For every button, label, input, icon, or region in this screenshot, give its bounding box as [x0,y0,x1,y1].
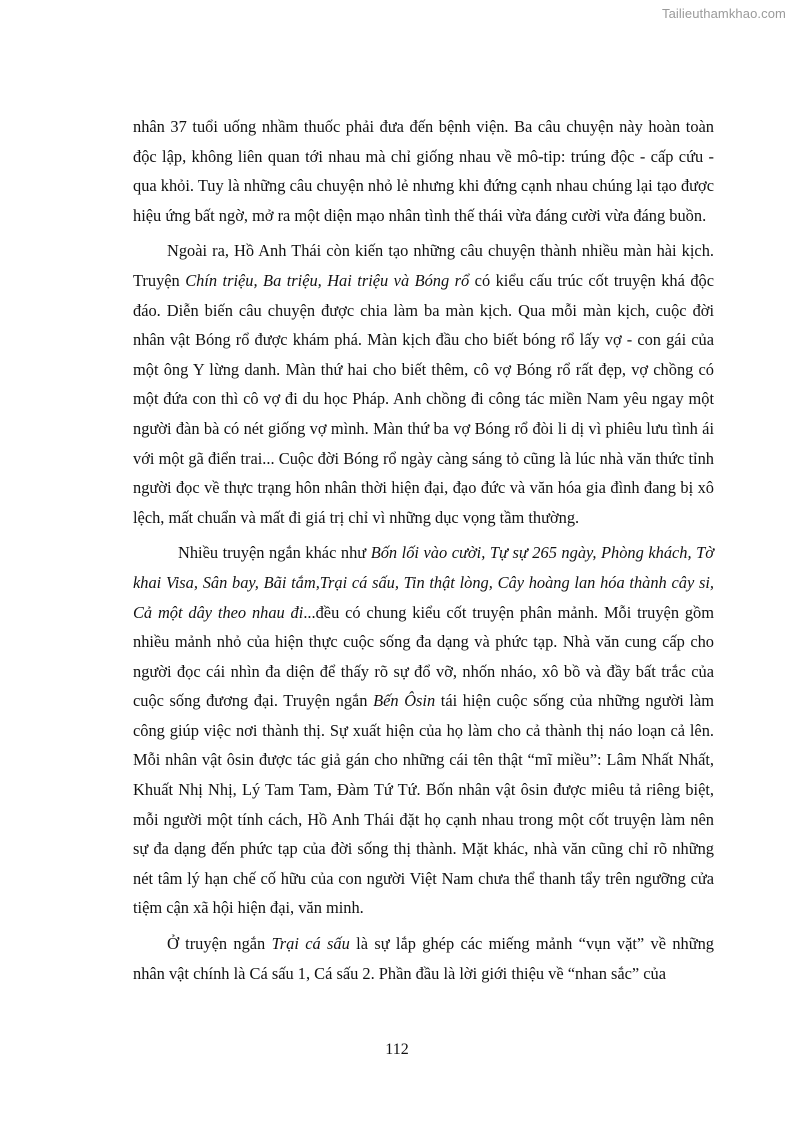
paragraph-4-text-b: là sự lắp ghép các miếng mảnh “vụn vặt” về những nhân vật chính là Cá sấu 1, Cá sấu 2. Phần đầu là lời giới thiệu về “nhan sắc” của [133,934,714,983]
paragraph-1 [133,112,714,230]
paragraph-3 [133,538,714,923]
paragraph-3-story-title: Bến Ôsin [373,691,436,711]
paragraph-4-text-a: Ở truyện ngắn [167,934,272,954]
paragraph-1-text: nhân 37 tuổi uống nhầm thuốc phải đưa đến bệnh viện. Ba câu chuyện này hoàn toàn độc lập, không liên quan tới nhau mà chỉ giống nhau về mô-tip: trúng độc - cấp cứu - qua khỏi. Tuy là những câu chuyện nhỏ lẻ nhưng khi đứng cạnh nhau chúng lại tạo được hiệu ứng bất ngờ, mở ra một diện mạo nhân tình thế thái vừa đáng cười vừa đáng buồn. [133,117,714,225]
watermark: Tailieuthamkhao.com [661,6,786,21]
paragraph-3-story-list: Bốn lối vào cười, Tự sự 265 ngày, Phòng khách, Tờ khai Visa, Sân bay, Bãi tắm,Trại cá sấu, Tin thật lòng, Cây hoàng lan hóa thành cây si, Cả một dây theo nhau đi [133,543,714,622]
paragraph-2-text-b: có kiểu cấu trúc cốt truyện khá độc đáo. Diễn biến câu chuyện được chia làm ba màn kịch. Qua mỗi màn kịch, cuộc đời nhân vật Bóng rổ được khám phá. Màn kịch đầu cho biết bóng rổ lấy vợ - con gái của một ông Y lừng danh. Màn thứ hai cho biết thêm, cô vợ Bóng rổ rất đẹp, vợ chồng có một đứa con thì cô vợ đi du học Pháp. Anh chồng đi công tác miền Nam yêu ngay một người đàn bà có nét giống vợ mình. Màn thứ ba vợ Bóng rổ đòi li dị vì phiêu lưu tình ái với một gã điển trai... Cuộc đời Bóng rổ ngày càng sáng tỏ cũng là lúc nhà văn thức tỉnh người đọc về thực trạng hôn nhân thời hiện đại, đạo đức và văn hóa gia đình đang bị xô lệch, mất chuẩn và mất đi giá trị chỉ vì những dục vọng tầm thường. [133,270,714,527]
paragraph-3-text-c: tái hiện cuộc sống của những người làm công giúp việc nơi thành thị. Sự xuất hiện của họ làm cho cả thành thị náo loạn cả lên. Mỗi nhân vật ôsin được tác giả gán cho những cái tên thật “mĩ miều”: Lâm Nhất Nhất, Khuất Nhị Nhị, Lý Tam Tam, Đàm Tứ Tứ. Bốn nhân vật ôsin được miêu tả riêng biệt, mỗi người một tính cách, Hồ Anh Thái đặt họ cạnh nhau trong một cốt truyện làm nên sự đa dạng đến phức tạp của đời sống thị thành. Mặt khác, nhà văn cũng chỉ rõ những nét tâm lý hạn chế cố hữu của con người Việt Nam chưa thể thanh tẩy trên ngưỡng cửa tiệm cận xã hội hiện đại, văn minh. [133,691,714,918]
paragraph-2-story-title: Chín triệu, Ba triệu, Hai triệu và Bóng rổ [185,270,470,290]
paragraph-2 [133,236,714,532]
paragraph-4-story-title: Trại cá sấu [271,934,350,954]
page-number: 112 [385,1041,409,1058]
paragraph-3-text-a: Nhiều truyện ngắn khác như [178,543,371,563]
paragraph-2-text-a: Ngoài ra, Hồ Anh Thái còn kiến tạo những câu chuyện thành nhiều màn hài kịch. Truyện [133,241,714,290]
paragraph-3-text-b: ...đều có chung kiểu cốt truyện phân mảnh. Mỗi truyện gồm nhiều mảnh nhỏ của hiện thực cuộc sống đa dạng và phức tạp. Nhà văn cung cấp cho người đọc cái nhìn đa diện để thấy rõ sự đổ vỡ, nhốn nháo, xô bồ và đầy bất trắc của cuộc sống đương đại. Truyện ngắn [133,602,714,711]
page-body [133,112,714,994]
paragraph-4 [133,929,714,988]
